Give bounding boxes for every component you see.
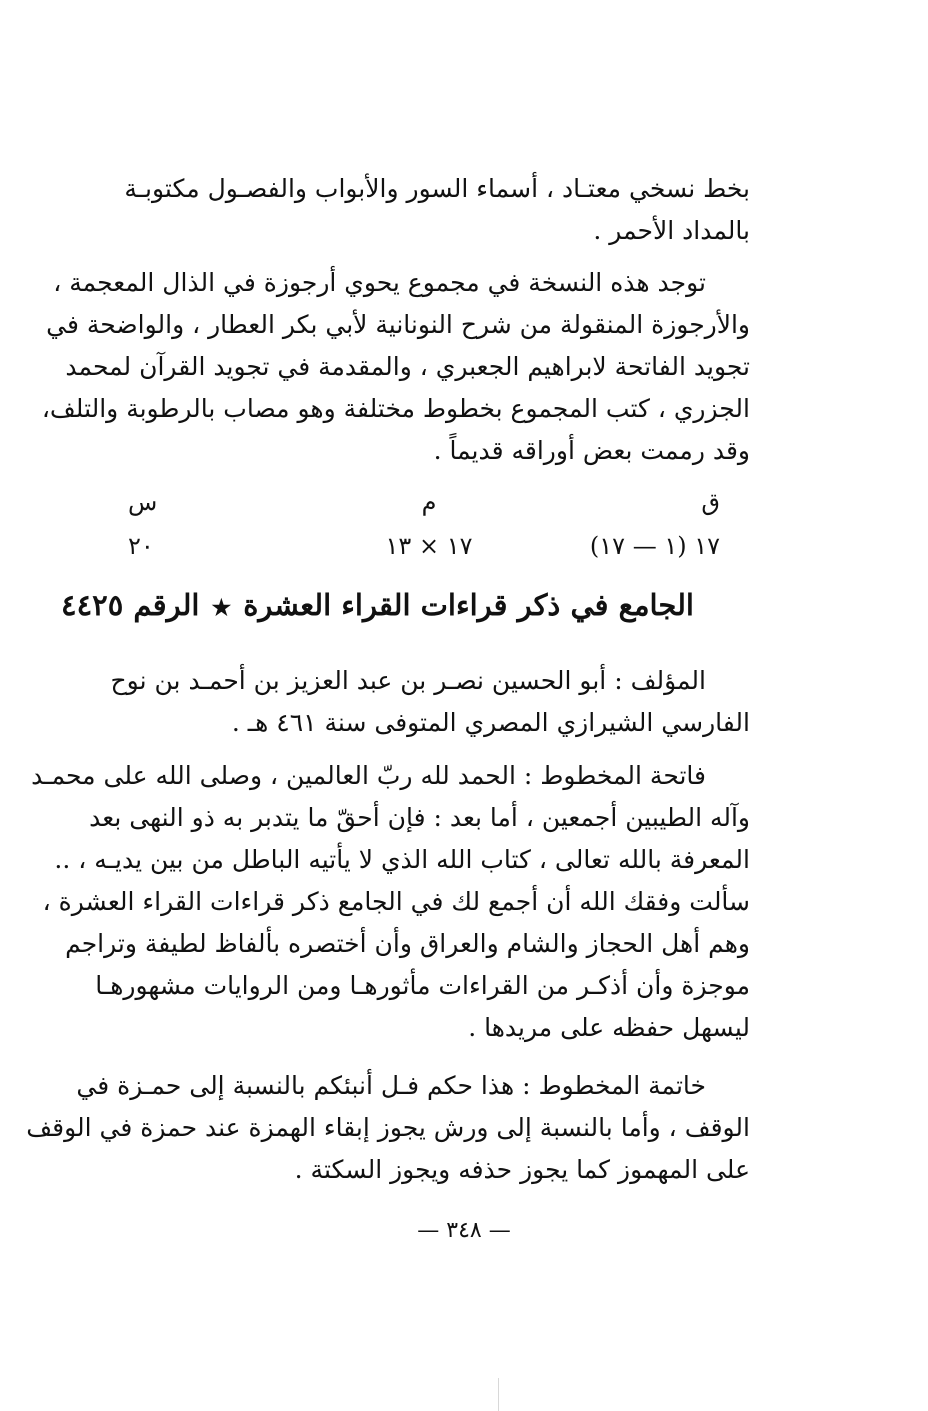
value-size: ١٧ × ١٣ xyxy=(385,532,473,560)
paragraph-line: سألت وفقك الله أن أجمع لك في الجامع ذكر قراءات القراء العشرة ، xyxy=(42,887,750,916)
header-pages: ق xyxy=(701,488,720,516)
manuscript-ending-paragraph xyxy=(26,1065,750,1191)
page-fold-mark xyxy=(498,1378,499,1411)
paragraph-line: خاتمة المخطوط : هذا حكم فـل أنبئكم بالنسبة إلى حمـزة في xyxy=(76,1071,706,1100)
manuscript-measurements-table xyxy=(108,488,750,572)
author-paragraph xyxy=(108,660,750,744)
star-icon: ★ xyxy=(211,595,232,621)
paragraph-line: وآله الطيبين أجمعين ، أما بعد : فإن أحقّ ما يتدبر به ذو النهى بعد xyxy=(89,803,750,832)
measurements-header-row xyxy=(108,488,750,528)
header-lines: س xyxy=(128,488,158,516)
script-description-paragraph xyxy=(108,168,750,252)
paragraph-line: الجزري ، كتب المجموع بخطوط مختلفة وهو مصاب بالرطوبة والتلف، xyxy=(41,394,750,423)
entry-number: الرقم ٤٤٢٥ xyxy=(61,588,200,622)
paragraph-line: تجويد الفاتحة لابراهيم الجعبري ، والمقدمة في تجويد القرآن لمحمد xyxy=(65,352,750,381)
paragraph-line: المعرفة بالله تعالى ، كتاب الله الذي لا يأتيه الباطل من بين يديـه ، .. xyxy=(54,845,750,874)
paragraph-line: وهم أهل الحجاز والشام والعراق وأن أختصره بألفاظ لطيفة وتراجم xyxy=(65,929,750,958)
paragraph-line: ليسهل حفظه على مريدها . xyxy=(468,1013,750,1042)
paragraph-line: فاتحة المخطوط : الحمد لله ربّ العالمين ، وصلى الله على محمـد xyxy=(31,761,706,790)
entry-title-text: الجامع في ذكر قراءات القراء العشرة xyxy=(243,588,694,622)
paragraph-line: المؤلف : أبو الحسين نصـر بن عبد العزيز بن أحمـد بن نوح xyxy=(110,666,706,695)
paragraph-line: توجد هذه النسخة في مجموع يحوي أرجوزة في الذال المعجمة ، xyxy=(53,268,706,297)
collection-description-paragraph xyxy=(41,262,750,472)
value-pages: ١٧ (١ — ١٧) xyxy=(589,532,720,560)
paragraph-line: وقد رممت بعض أوراقه قديماً . xyxy=(433,436,750,465)
value-lines: ٢٠ xyxy=(128,532,154,560)
page-number: — ٣٤٨ — xyxy=(417,1218,511,1243)
paragraph-line: بخط نسخي معتـاد ، أسماء السور والأبواب والفصـول مكتوبـة xyxy=(124,174,750,203)
manuscript-opening-paragraph xyxy=(31,755,750,1049)
paragraph-line: موجزة وأن أذكـر من القراءات مأثورهـا ومن الروايات مشهورهـا xyxy=(95,971,750,1000)
entry-title xyxy=(61,588,694,622)
paragraph-line: والأرجوزة المنقولة من شرح النونانية لأبي بكر العطار ، والواضحة في xyxy=(46,310,750,339)
header-size: م xyxy=(421,488,437,516)
paragraph-line: الوقف ، وأما بالنسبة إلى ورش يجوز إبقاء الهمزة عند حمزة في الوقف xyxy=(26,1113,750,1142)
paragraph-line: الفارسي الشيرازي المصري المتوفى سنة ٤٦١ هـ . xyxy=(231,708,750,737)
paragraph-line: على المهموز كما يجوز حذفه ويجوز السكتة . xyxy=(294,1155,750,1184)
paragraph-line: بالمداد الأحمر . xyxy=(593,216,750,245)
measurements-value-row xyxy=(108,532,750,572)
